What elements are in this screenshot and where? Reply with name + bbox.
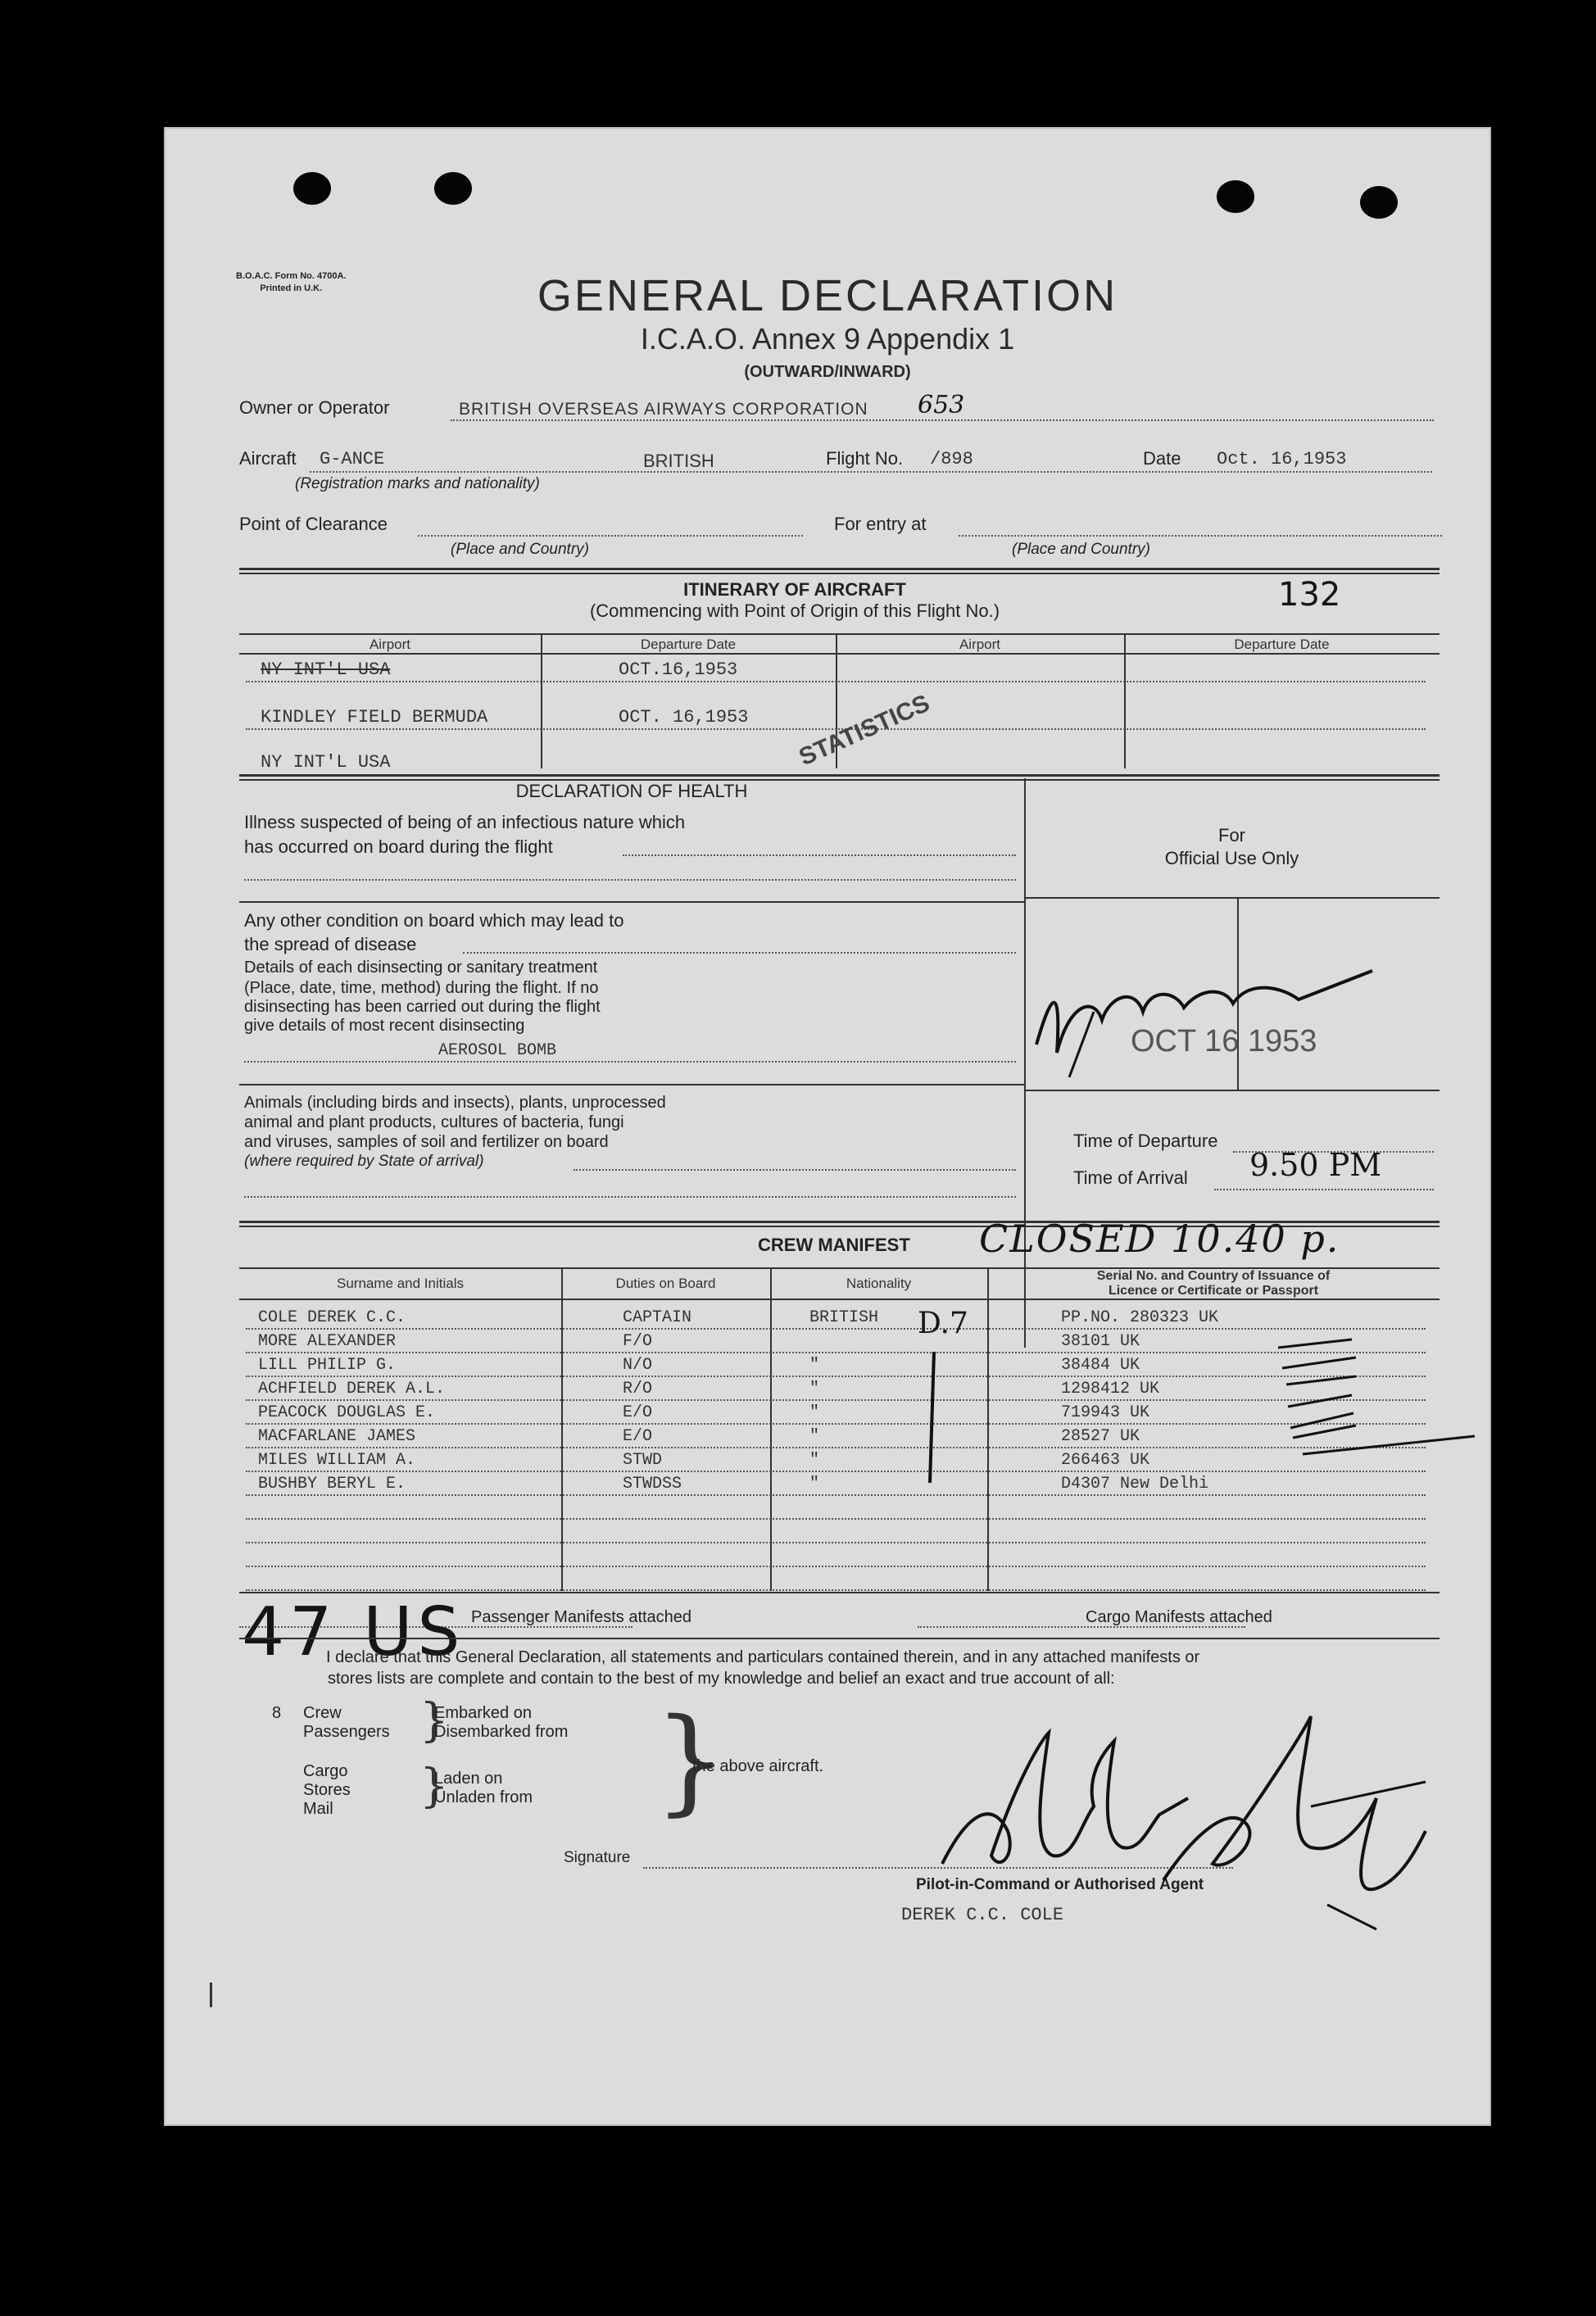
row-line [246,1399,1426,1401]
health-q3-line2: (Place, date, time, method) during the flight. If no [244,979,599,997]
pilot-name: DEREK C.C. COLE [901,1905,1064,1925]
flight-handwritten: 653 [918,391,965,419]
form-number-text: B.O.A.C. Form No. 4700A. [236,271,347,281]
entry-line [959,535,1442,537]
itinerary-airport-2: KINDLEY FIELD BERMUDA [261,707,488,727]
crew-duty: R/O [623,1380,653,1398]
passengers-label: Passengers [303,1723,390,1741]
punch-hole [293,172,331,205]
entry-label: For entry at [834,514,927,534]
crew-title: CREW MANIFEST [758,1235,910,1255]
itinerary-airport-1: NY INT'L USA [261,659,391,680]
crew-name: MACFARLANE JAMES [258,1427,416,1446]
aircraft-value[interactable]: G-ANCE [320,449,385,469]
departure-label: Time of Departure [1073,1131,1218,1151]
nationality-value[interactable]: BRITISH [643,451,714,471]
itinerary-date-1: OCT.16,1953 [619,659,738,680]
mail-label: Mail [303,1800,333,1818]
health-q1-line2: has occurred on board during the flight [244,836,553,857]
answer-line [463,952,1016,954]
punch-hole [434,172,472,205]
passenger-handwritten: 47 US [242,1593,465,1671]
arrival-value[interactable]: 9.50 PM [1249,1147,1382,1183]
row-line [246,1589,1426,1591]
crew-label: Crew [303,1704,342,1722]
row-line [246,1518,1426,1520]
answer-line [244,1061,1016,1063]
clearance-label: Point of Clearance [239,514,388,534]
answer-line [623,854,1016,856]
col-name: Surname and Initials [337,1276,464,1291]
divider [239,774,1440,781]
row-line [246,1494,1426,1496]
crew-nationality: " [809,1380,820,1398]
crew-serial: D4307 New Delhi [1061,1475,1209,1493]
aircraft-line [310,471,1432,473]
crew-serial: PP.NO. 280323 UK [1061,1308,1219,1327]
owner-value[interactable]: BRITISH OVERSEAS AIRWAYS CORPORATION [459,400,868,419]
row-line [246,1542,1426,1543]
crew-nationality: " [809,1475,820,1493]
col-serial-1: Serial No. and Country of Issuance of [1096,1269,1331,1283]
crew-nationality: " [809,1427,820,1446]
col-airport: Airport [959,637,1001,652]
direction-label: (OUTWARD/INWARD) [744,363,911,381]
crew-serial: 719943 UK [1061,1403,1150,1422]
clearance-note: (Place and Country) [451,541,589,558]
flight-label: Flight No. [826,448,904,469]
crew-name: PEACOCK DOUGLAS E. [258,1403,436,1422]
clearance-line [418,535,803,537]
divider [239,1299,1440,1300]
health-title: DECLARATION OF HEALTH [515,781,748,801]
page-mark [210,1983,212,2007]
row-line [246,1423,1426,1425]
answer-line [244,1196,1016,1198]
health-q1-line1: Illness suspected of being of an infectious nature which [244,812,686,832]
health-q2-line1: Any other condition on board which may lead to [244,910,624,931]
date-value[interactable]: Oct. 16,1953 [1217,449,1347,469]
crew-name: COLE DEREK C.C. [258,1308,406,1327]
nationality-stroke [918,1348,950,1487]
crew-serial: 28527 UK [1061,1427,1140,1446]
crew-duty: E/O [623,1403,653,1422]
health-q3-line1: Details of each disinsecting or sanitary treatment [244,959,598,977]
signature-label: Signature [564,1849,631,1866]
row-line [246,1471,1426,1472]
official-title-2: Official Use Only [1164,848,1299,868]
declaration-line1: I declare that this General Declaration, all statements and particulars contained therein, and in any attached manifests or [326,1648,1200,1666]
crew-name: LILL PHILIP G. [258,1356,397,1375]
nationality-mark: D.7 [918,1307,968,1340]
divider [239,633,1440,635]
divider [1124,633,1126,768]
brace: } [654,1694,728,1828]
serial-check-marks [1278,1331,1491,1462]
divider [1024,1090,1440,1091]
disembarked-label: Disembarked from [434,1723,569,1741]
crew-serial: 1298412 UK [1061,1380,1160,1398]
statistics-stamp: STATISTICS [795,689,934,772]
owner-label: Owner or Operator [239,397,390,418]
crew-duty: F/O [623,1332,653,1351]
health-q3-answer[interactable]: AEROSOL BOMB [438,1041,557,1060]
itinerary-date-2: OCT. 16,1953 [619,707,749,727]
col-departure: Departure Date [1234,637,1330,652]
health-q4-line3: and viruses, samples of soil and fertilizer on board [244,1133,609,1151]
brace: } [419,1760,449,1813]
crew-duty: N/O [623,1356,653,1375]
arrival-line [1214,1189,1434,1190]
crew-duty: STWD [623,1451,663,1470]
owner-line [451,419,1434,421]
crew-nationality: BRITISH [809,1308,879,1327]
divider [239,653,1440,655]
crew-duty: STWDSS [623,1475,682,1493]
itinerary-title: ITINERARY OF AIRCRAFT [683,579,906,600]
printed-text: Printed in U.K. [260,283,323,293]
punch-hole [1360,186,1398,219]
itinerary-airport-3: NY INT'L USA [261,752,391,773]
punch-hole [1217,180,1254,213]
row-line [246,1447,1426,1448]
passenger-manifest-label: Passenger Manifests attached [471,1608,692,1626]
crew-count: 8 [272,1704,282,1722]
divider [239,1638,1440,1639]
embarked-label: Embarked on [434,1704,532,1722]
crew-nationality: " [809,1403,820,1422]
crew-serial: 38484 UK [1061,1356,1140,1375]
unladen-label: Unladen from [434,1788,533,1806]
arrival-label: Time of Arrival [1073,1167,1188,1188]
above-aircraft-label: the above aircraft. [692,1757,824,1775]
row-line [246,1352,1426,1353]
row-line [246,1566,1426,1567]
registration-note: (Registration marks and nationality) [295,475,540,492]
crew-name: ACHFIELD DEREK A.L. [258,1380,446,1398]
itinerary-subtitle: (Commencing with Point of Origin of this Flight No.) [589,601,1000,621]
health-q2-line2: the spread of disease [244,934,417,954]
answer-line [574,1169,1016,1171]
date-label: Date [1143,448,1181,469]
stores-label: Stores [303,1781,351,1799]
col-airport: Airport [369,637,411,652]
crew-duty: E/O [623,1427,653,1446]
crew-name: MILES WILLIAM A. [258,1451,416,1470]
flight-value[interactable]: /898 [930,449,973,469]
row-line [246,681,1426,682]
crew-nationality: " [809,1451,820,1470]
row-line [246,1328,1426,1330]
col-duties: Duties on Board [615,1276,716,1291]
divider [239,1084,1024,1085]
row-line [246,1376,1426,1377]
brace: } [419,1694,449,1747]
page-title: GENERAL DECLARATION [537,271,1118,320]
aircraft-label: Aircraft [239,448,297,469]
declaration-line2: stores lists are complete and contain to the best of my knowledge and belief an exact and true account of all: [328,1670,1115,1688]
page-subtitle: I.C.A.O. Annex 9 Appendix 1 [640,322,1015,356]
official-title-1: For [1218,825,1245,845]
answer-line [244,879,1016,881]
crew-nationality: " [809,1356,820,1375]
divider [239,901,1024,903]
col-nationality: Nationality [846,1276,912,1291]
divider [239,568,1440,574]
health-q4-line4: (where required by State of arrival) [244,1153,484,1170]
itinerary-handwritten-number: 132 [1278,576,1341,614]
official-date-stamp: OCT 16 1953 [1131,1024,1317,1058]
col-serial-2: Licence or Certificate or Passport [1108,1284,1319,1298]
cargo-manifest-label: Cargo Manifests attached [1086,1608,1272,1626]
pilot-label: Pilot-in-Command or Authorised Agent [916,1876,1204,1893]
health-q3-line4: give details of most recent disinsecting [244,1017,525,1035]
captain-signature [918,1684,1442,1946]
entry-note: (Place and Country) [1012,541,1150,558]
health-q3-line3: disinsecting has been carried out during the flight [244,998,601,1016]
health-q4-line2: animal and plant products, cultures of bacteria, fungi [244,1113,624,1131]
laden-label: Laden on [434,1770,503,1788]
crew-name: BUSHBY BERYL E. [258,1475,406,1493]
crew-duty: CAPTAIN [623,1308,692,1327]
crew-handwritten-note: CLOSED 10.40 p. [979,1217,1340,1261]
col-departure: Departure Date [640,637,737,652]
divider [541,633,542,768]
cargo-label: Cargo [303,1762,348,1780]
crew-serial: 266463 UK [1061,1451,1150,1470]
declaration-form [164,127,1491,2126]
crew-serial: 38101 UK [1061,1332,1140,1351]
health-q4-line1: Animals (including birds and insects), plants, unprocessed [244,1094,666,1112]
divider [1024,897,1440,899]
crew-name: MORE ALEXANDER [258,1332,397,1351]
